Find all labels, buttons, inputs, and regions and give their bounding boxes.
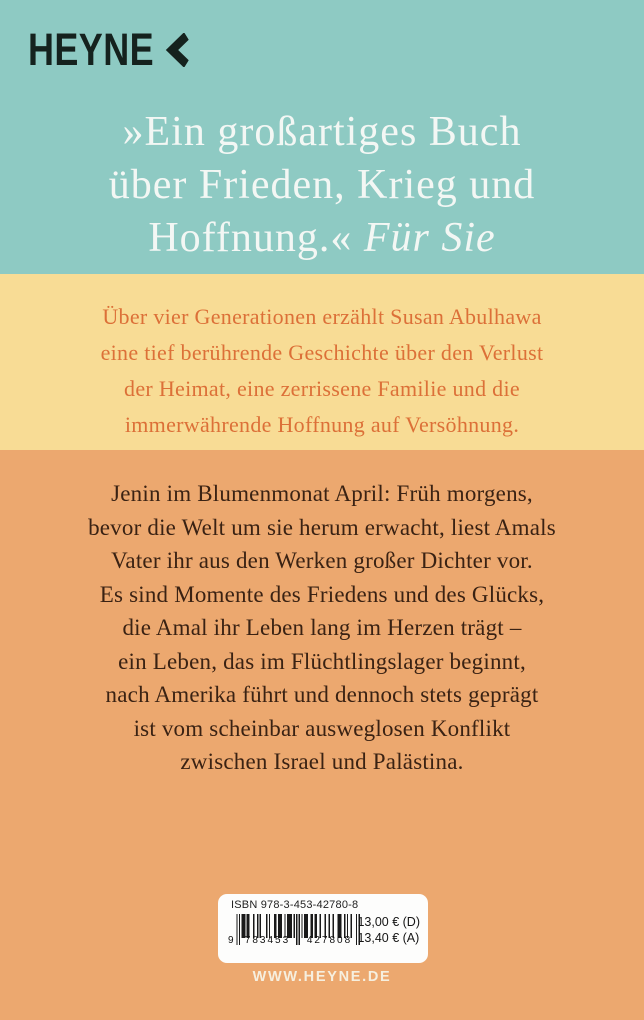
price-de: 13,00 € (D) xyxy=(357,915,420,929)
barcode-digit-lead: 9 xyxy=(228,935,234,946)
quote-source: Für Sie xyxy=(363,215,496,261)
website-url: WWW.HEYNE.DE xyxy=(252,969,392,985)
price-block xyxy=(357,915,420,946)
quote-line: über Frieden, Krieg und xyxy=(108,162,536,208)
intro-line: immerwährende Hoffnung auf Versöhnung. xyxy=(124,412,520,437)
barcode-box xyxy=(218,894,428,963)
isbn-label: ISBN 978-3-453-42780-8 xyxy=(231,899,359,911)
barcode-digits-left: 783453 xyxy=(244,935,291,946)
synopsis-line: zwischen Israel und Palästina. xyxy=(180,749,464,774)
synopsis-line: Vater ihr aus den Werken großer Dichter vor. xyxy=(111,548,533,573)
price-at: 13,40 € (A) xyxy=(357,930,420,945)
intro-line: der Heimat, eine zerrissene Familie und die xyxy=(124,376,520,401)
intro-text xyxy=(0,299,644,443)
synopsis-line: ein Leben, das im Flüchtlingslager beginnt, xyxy=(118,648,526,674)
synopsis-line: die Amal ihr Leben lang im Herzen trägt – xyxy=(122,615,522,640)
quote-line-end: Hoffnung.« xyxy=(148,215,364,261)
quote-line xyxy=(0,212,644,265)
synopsis-line: bevor die Welt um sie herum erwacht, liest Amals xyxy=(88,514,556,540)
synopsis-line: nach Amerika führt und dennoch stets geprägt xyxy=(105,682,539,707)
heyne-logo xyxy=(28,24,188,75)
quote-line: »Ein großartiges Buch xyxy=(122,109,522,155)
intro-line: Über vier Generationen erzählt Susan Abulhawa xyxy=(102,304,542,329)
synopsis-text xyxy=(0,477,644,779)
ean-barcode xyxy=(228,914,370,960)
synopsis-line: Es sind Momente des Friedens und des Glücks, xyxy=(99,581,545,607)
logo-text: HEYNE xyxy=(28,24,155,75)
left-chevron-icon xyxy=(164,33,188,67)
synopsis-line: ist vom scheinbar ausweglosen Konflikt xyxy=(133,715,511,741)
barcode-digits-right: 427808 xyxy=(306,935,353,946)
press-quote xyxy=(0,106,644,265)
synopsis-line: Jenin im Blumenmonat April: Früh morgens, xyxy=(111,481,533,506)
intro-line: eine tief berührende Geschichte über den Verlust xyxy=(100,340,544,365)
